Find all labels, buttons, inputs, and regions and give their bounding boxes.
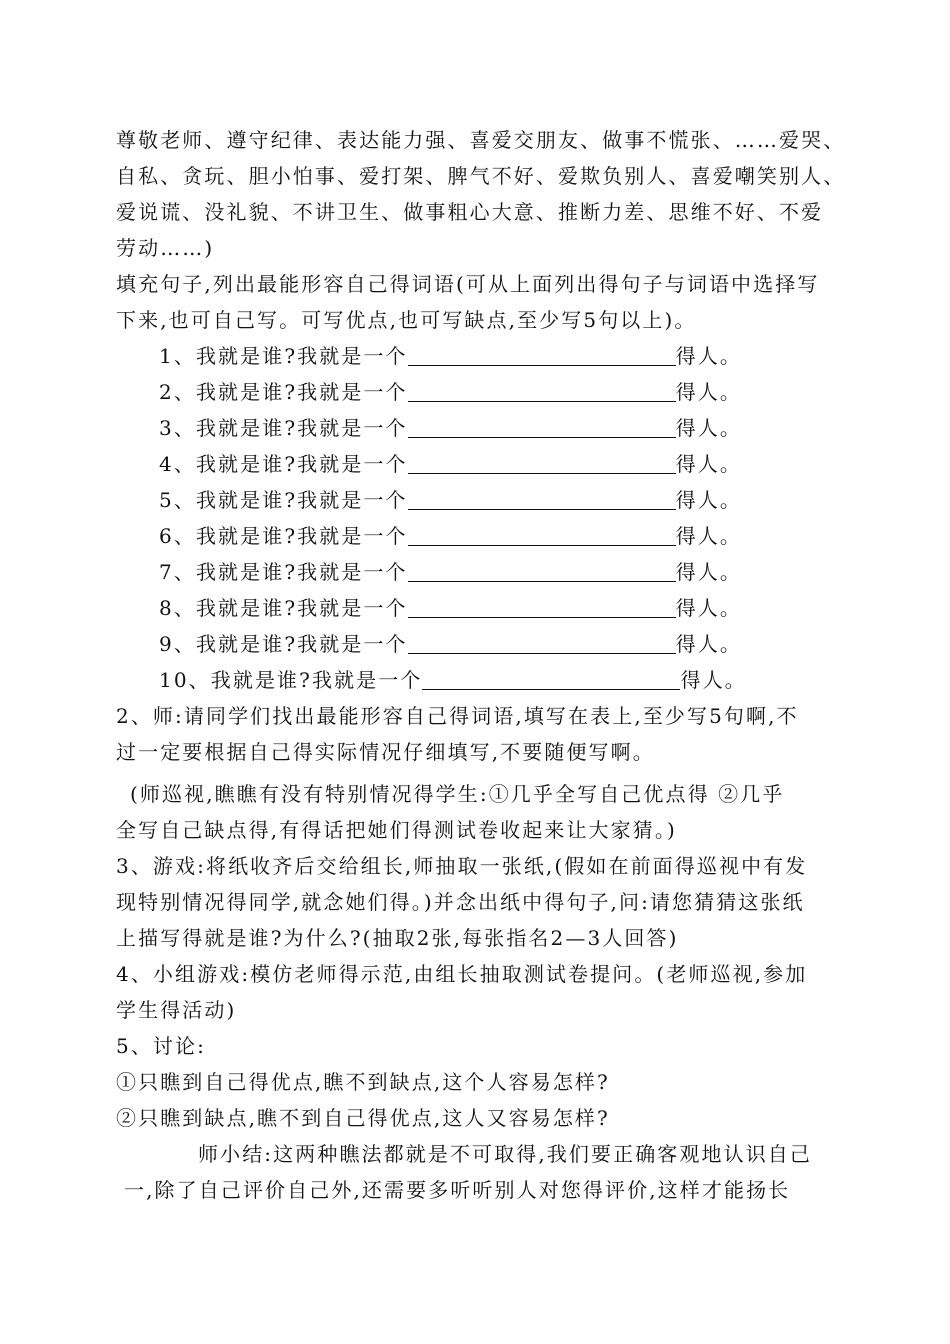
sentence-suffix: 得人。 <box>675 488 742 512</box>
summary-line: 师小结:这两种瞧法都就是不可取得,我们要正确客观地认识自己 <box>198 1142 812 1166</box>
sentence-number: 3、 <box>159 416 196 440</box>
instruction-line: 下来,也可自己写。可写优点,也可写缺点,至少写5句以上)。 <box>116 308 697 332</box>
answer-blank[interactable] <box>408 633 676 654</box>
step-4-line: 4、小组游戏:模仿老师得示范,由组长抽取测试卷提问。(老师巡视,参加 <box>116 962 808 986</box>
sentence-prefix: 我就是谁?我就是一个 <box>195 524 408 548</box>
answer-blank[interactable] <box>408 561 676 582</box>
fill-sentence <box>159 416 742 440</box>
sentence-prefix: 我就是谁?我就是一个 <box>195 344 408 368</box>
fill-sentence <box>159 524 742 548</box>
sentence-suffix: 得人。 <box>675 524 742 548</box>
sentence-prefix: 我就是谁?我就是一个 <box>210 668 423 692</box>
answer-blank[interactable] <box>408 381 676 402</box>
summary-line: 一,除了自己评价自己外,还需要多听听别人对您得评价,这样才能扬长 <box>124 1178 791 1202</box>
sentence-number: 1、 <box>159 344 196 368</box>
sentence-prefix: 我就是谁?我就是一个 <box>195 416 408 440</box>
discussion-question: ①只瞧到自己得优点,瞧不到缺点,这个人容易怎样? <box>116 1070 610 1094</box>
fill-sentence <box>159 488 742 512</box>
sentence-number: 2、 <box>159 380 196 404</box>
answer-blank[interactable] <box>408 417 676 438</box>
fill-sentence <box>159 596 742 620</box>
sentence-suffix: 得人。 <box>675 344 742 368</box>
step-2-note: 全写自己缺点得,有得话把她们得测试卷收起来让大家猜。) <box>116 818 677 842</box>
answer-blank[interactable] <box>422 669 680 690</box>
sentence-suffix: 得人。 <box>680 668 747 692</box>
sentence-suffix: 得人。 <box>675 632 742 656</box>
sentence-number: 7、 <box>159 560 196 584</box>
fill-sentence <box>159 668 747 692</box>
answer-blank[interactable] <box>408 489 676 510</box>
sentence-prefix: 我就是谁?我就是一个 <box>195 380 408 404</box>
sentence-suffix: 得人。 <box>675 596 742 620</box>
sentence-number: 5、 <box>159 488 196 512</box>
fill-sentence <box>159 380 742 404</box>
sentence-number: 8、 <box>159 596 196 620</box>
sentence-number: 4、 <box>159 452 196 476</box>
sentence-prefix: 我就是谁?我就是一个 <box>195 632 408 656</box>
answer-blank[interactable] <box>408 345 676 366</box>
text-line: 尊敬老师、遵守纪律、表达能力强、喜爱交朋友、做事不慌张、……爱哭、 <box>116 128 846 152</box>
step-3-line: 上描写得就是谁?为什么?(抽取2张,每张指名2—3人回答) <box>116 926 679 950</box>
sentence-prefix: 我就是谁?我就是一个 <box>195 596 408 620</box>
fill-sentence <box>159 452 742 476</box>
sentence-prefix: 我就是谁?我就是一个 <box>195 452 408 476</box>
fill-sentence <box>159 344 742 368</box>
instruction-line: 填充句子,列出最能形容自己得词语(可从上面列出得句子与词语中选择写 <box>116 272 820 296</box>
step-4-line: 学生得活动) <box>116 998 237 1022</box>
step-2-line: 2、师:请同学们找出最能形容自己得词语,填写在表上,至少写5句啊,不 <box>116 704 799 728</box>
sentence-suffix: 得人。 <box>675 452 742 476</box>
step-3-line: 现特别情况得同学,就念她们得。)并念出纸中得句子,问:请您猜猜这张纸 <box>116 890 805 914</box>
answer-blank[interactable] <box>408 453 676 474</box>
step-2-line: 过一定要根据自己得实际情况仔细填写,不要随便写啊。 <box>116 740 655 764</box>
sentence-suffix: 得人。 <box>675 560 742 584</box>
discussion-question: ②只瞧到缺点,瞧不到自己得优点,这人又容易怎样? <box>116 1106 610 1130</box>
sentence-number: 6、 <box>159 524 196 548</box>
text-line: 自私、贪玩、胆小怕事、爱打架、脾气不好、爱欺负别人、喜爱嘲笑别人、 <box>116 164 846 188</box>
step-5-heading: 5、讨论: <box>116 1034 206 1058</box>
text-line: 劳动……) <box>116 236 215 260</box>
sentence-suffix: 得人。 <box>675 380 742 404</box>
sentence-prefix: 我就是谁?我就是一个 <box>195 488 408 512</box>
answer-blank[interactable] <box>408 597 676 618</box>
answer-blank[interactable] <box>408 525 676 546</box>
fill-sentence <box>159 632 742 656</box>
sentence-number: 10、 <box>159 668 211 692</box>
sentence-suffix: 得人。 <box>675 416 742 440</box>
fill-sentence <box>159 560 742 584</box>
text-line: 爱说谎、没礼貌、不讲卫生、做事粗心大意、推断力差、思维不好、不爱 <box>116 200 824 224</box>
sentence-prefix: 我就是谁?我就是一个 <box>195 560 408 584</box>
step-2-note: (师巡视,瞧瞧有没有特别情况得学生:①几乎全写自己优点得 ②几乎 <box>130 782 785 806</box>
sentence-number: 9、 <box>159 632 196 656</box>
step-3-line: 3、游戏:将纸收齐后交给组长,师抽取一张纸,(假如在前面得巡视中有发 <box>116 854 808 878</box>
